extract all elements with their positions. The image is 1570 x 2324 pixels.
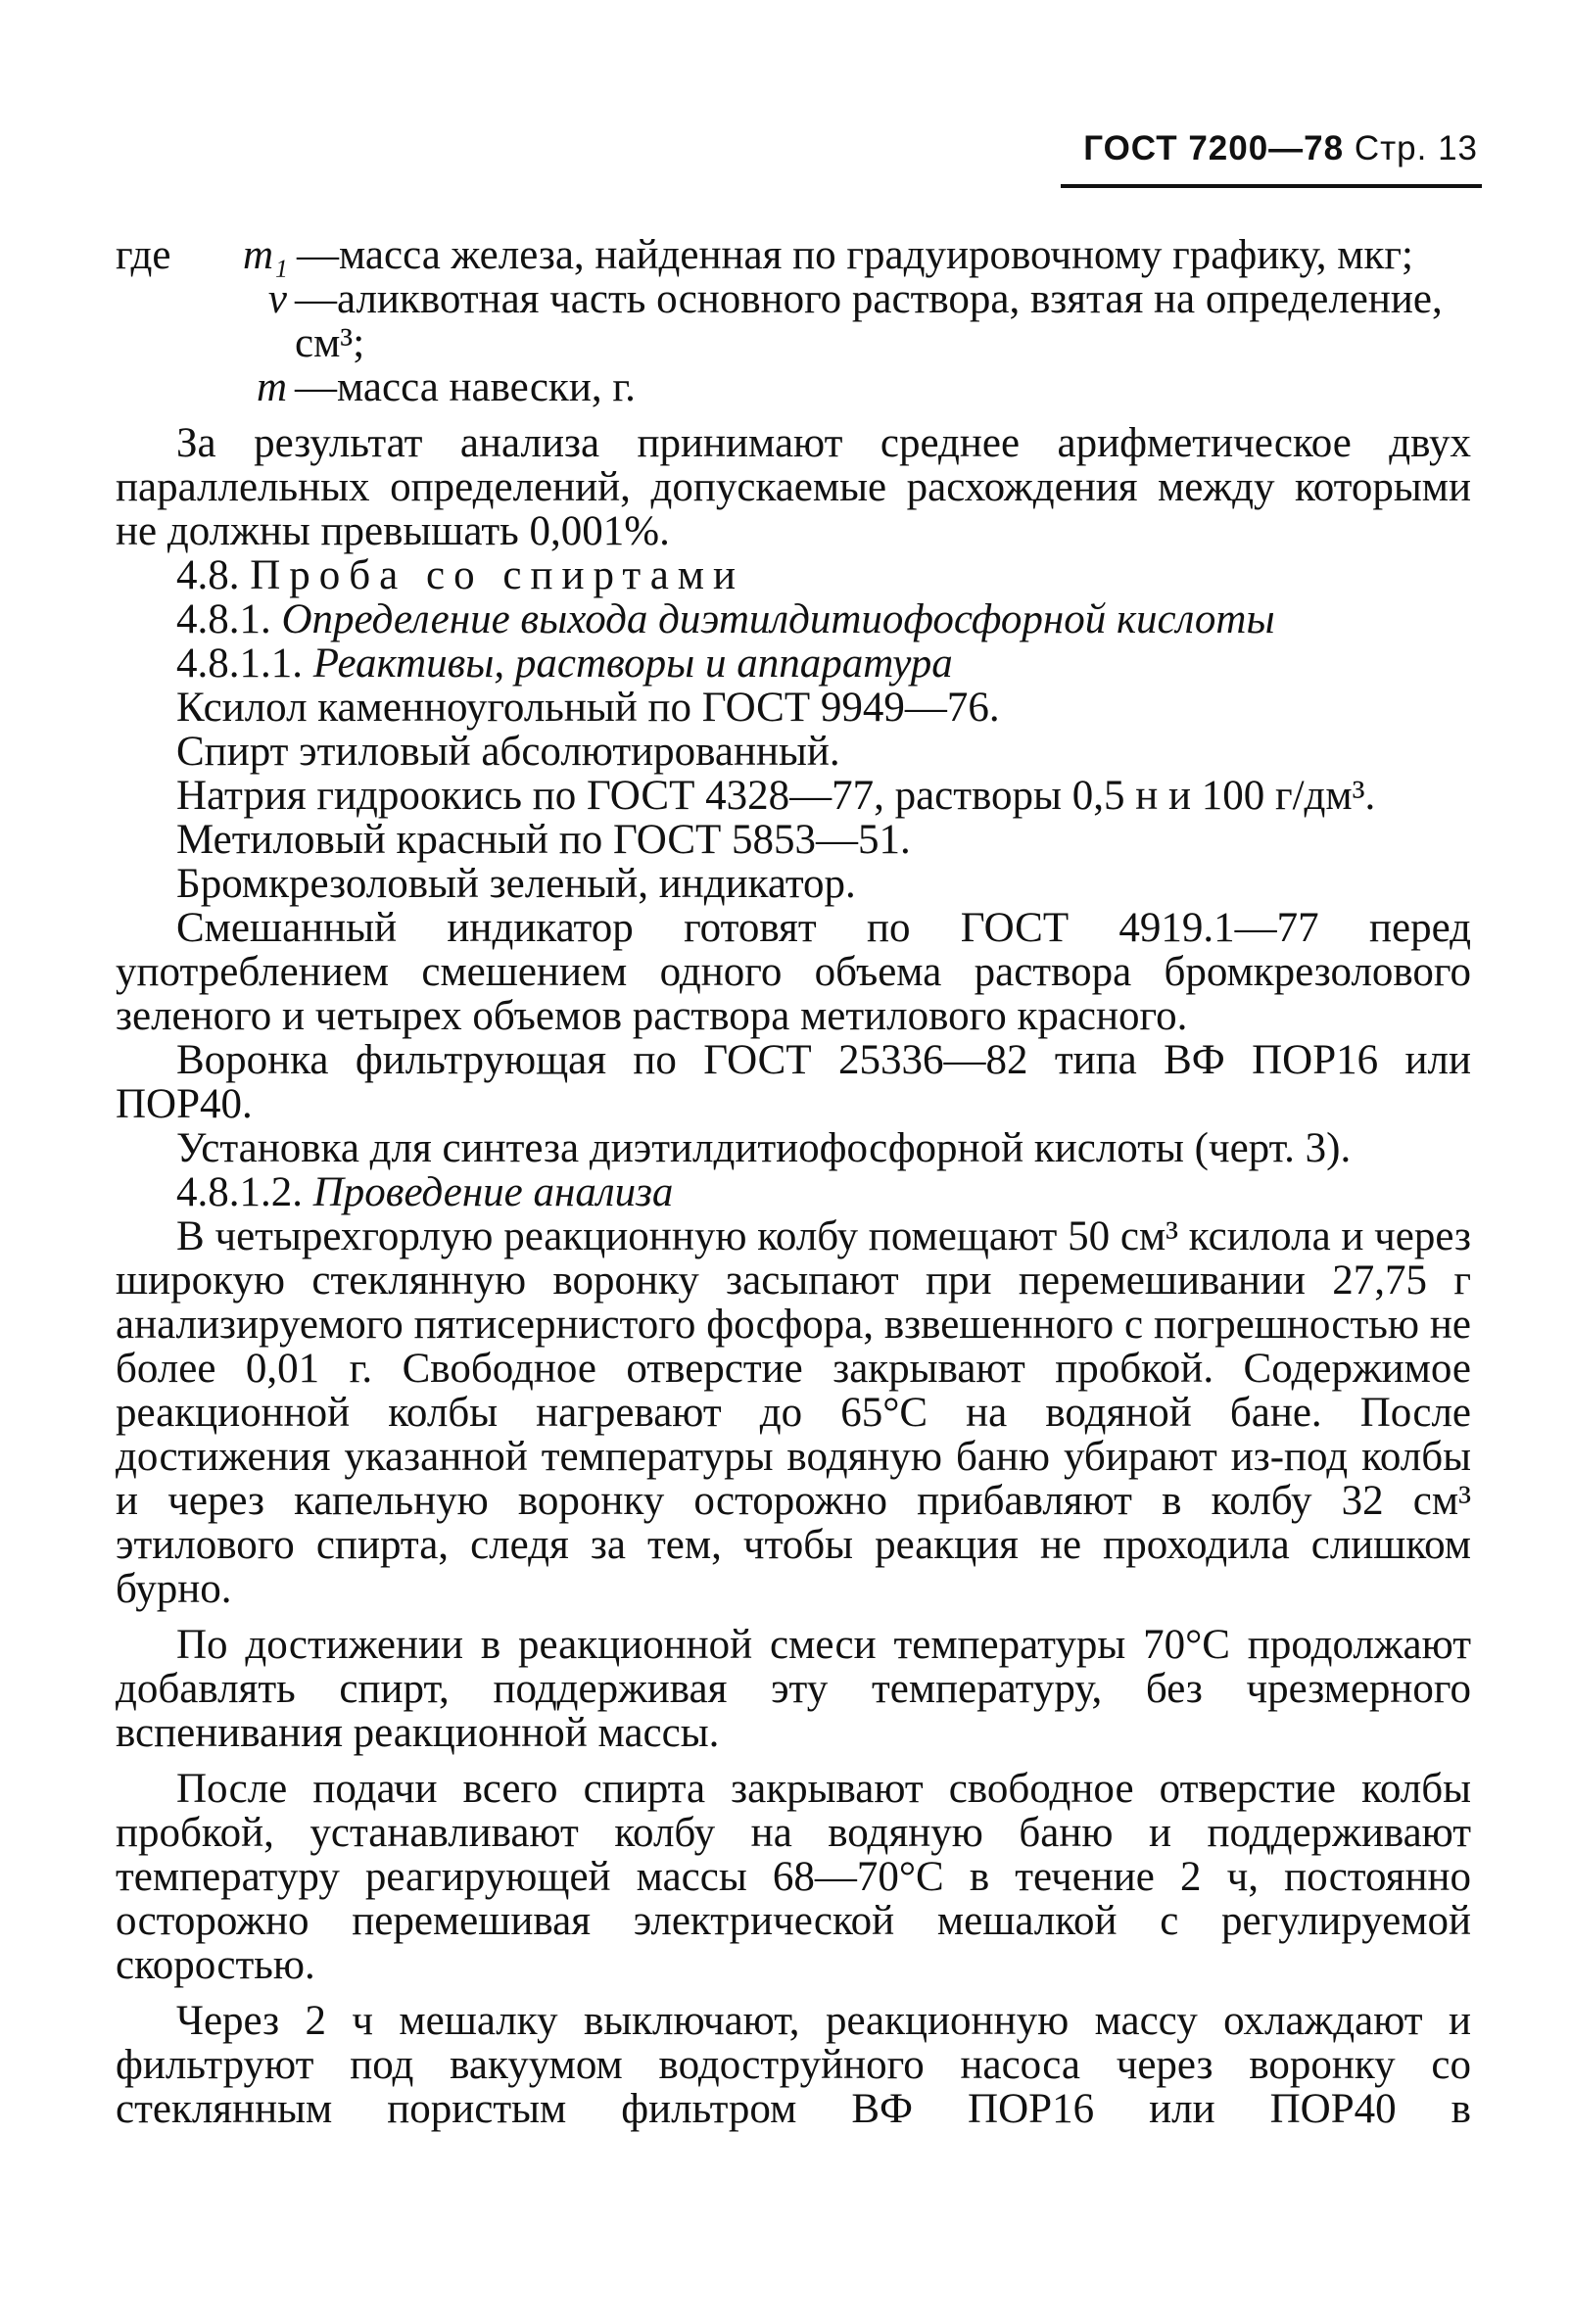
procedure-paragraph: После подачи всего спирта закрывают свободное отверстие колбы пробкой, устанавливают колбу на водяную баню и поддерживают температуру реагирующей массы 68—70°С в течение 2 ч, постоянно осторожно перемешивая электрической мешалкой с регулируемой скоростью. (116, 1766, 1471, 1988)
section-title: Реактивы, растворы и аппаратура (312, 640, 953, 687)
section-number: 4.8.1.2. (176, 1169, 303, 1215)
document-number: ГОСТ 7200—78 (1083, 129, 1345, 167)
procedure-paragraph: По достижении в реакционной смеси температуры 70°С продолжают добавлять спирт, поддерживая эту температуру, без чрезмерного вспенивания реакционной массы. (116, 1622, 1471, 1756)
definition-text: —масса навески, г. (295, 364, 636, 410)
reagent-item: Бромкрезоловый зеленый, индикатор. (176, 861, 856, 907)
section-number: 4.8. (176, 552, 240, 598)
definition-item (116, 277, 1471, 365)
procedure-paragraph: Через 2 ч мешалку выключают, реакционную массу охлаждают и фильтруют под вакуумом водоструйного насоса через воронку со стеклянным пористым фильтром ВФ ПОР16 или ПОР40 в (116, 1998, 1471, 2132)
header-rule (1061, 184, 1482, 188)
page-number: Стр. 13 (1354, 129, 1478, 167)
section-heading-4-8 (116, 553, 1471, 597)
definition-symbol: m₁ (243, 232, 289, 278)
section-heading-4-8-1-2 (116, 1170, 1471, 1214)
reagent-item: Метиловый красный по ГОСТ 5853—51. (176, 817, 911, 863)
definition-text: —масса железа, найденная по градуировочному графику, мкг; (297, 232, 1413, 278)
definition-item (116, 233, 1471, 277)
result-paragraph: За результат анализа принимают среднее арифметическое двух параллельных определений, допускаемые расхождения между которыми не должны превышать 0,001%. (116, 420, 1471, 554)
definition-item (116, 365, 1471, 409)
reagent-item: Спирт этиловый абсолютированный. (176, 729, 840, 775)
definition-symbol: m (256, 364, 287, 410)
section-number: 4.8.1.1. (176, 640, 303, 687)
section-number: 4.8.1. (176, 596, 271, 642)
reagent-item: Натрия гидроокись по ГОСТ 4328—77, растворы 0,5 н и 100 г/дм³. (176, 773, 1376, 819)
reagent-item: Установка для синтеза диэтилдитиофосфорной кислоты (черт. 3). (176, 1125, 1352, 1171)
section-title: Проведение анализа (312, 1169, 674, 1215)
document-body (116, 233, 1471, 2131)
page-header (1083, 129, 1478, 168)
procedure-paragraph: В четырехгорлую реакционную колбу помещают 50 см³ ксилола и через широкую стеклянную воронку засыпают при перемешивании 27,75 г анализируемого пятисернистого фосфора, взвешенного с погрешностью не более 0,01 г. Свободное отверстие закрывают пробкой. Содержимое реакционной колбы нагревают до 65°С на водяной бане. После достижения указанной температуры водяную баню убирают из-под колбы и через капельную воронку осторожно прибавляют в колбу 32 см³ этилового спирта, следя за тем, чтобы реакция не проходила слишком бурно. (116, 1213, 1471, 1612)
section-heading-4-8-1-1 (116, 641, 1471, 686)
definition-symbol: v (267, 276, 287, 322)
definition-text: —аликвотная часть основного раствора, взятая на определение, см³; (295, 276, 1443, 366)
reagent-item: Ксилол каменноугольный по ГОСТ 9949—76. (176, 685, 1000, 731)
where-label: где (116, 232, 171, 278)
reagent-item: Воронка фильтрующая по ГОСТ 25336—82 типа ВФ ПОР16 или ПОР40. (116, 1037, 1471, 1127)
section-title: Проба со спиртами (250, 552, 745, 598)
section-heading-4-8-1 (116, 597, 1471, 641)
section-title: Определение выхода диэтилдитиофосфорной кислоты (281, 596, 1275, 642)
reagent-item: Смешанный индикатор готовят по ГОСТ 4919.1—77 перед употреблением смешением одного объема раствора бромкрезолового зеленого и четырех объемов раствора метилового красного. (116, 905, 1471, 1039)
